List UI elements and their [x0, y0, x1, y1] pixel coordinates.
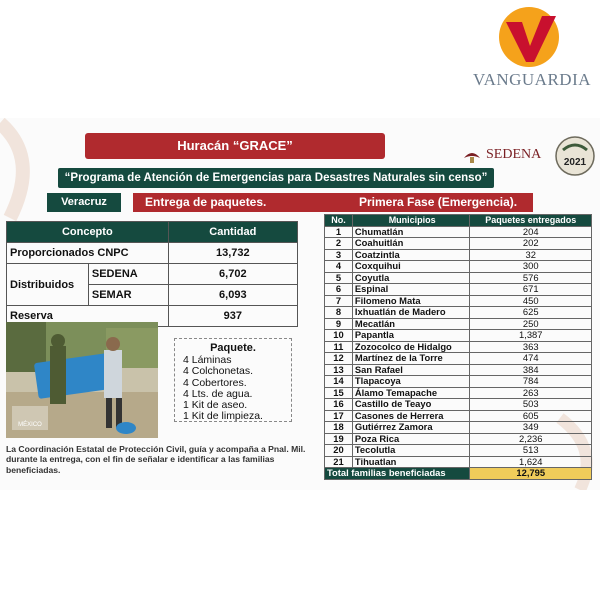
- program-banner: “Programa de Atención de Emergencias para Desastres Naturales sin censo”: [58, 168, 494, 188]
- table-row: [325, 353, 592, 365]
- row-number: 5: [325, 272, 353, 284]
- municipality-name: Zozocolco de Hidalgo: [352, 341, 470, 353]
- table-row: [325, 226, 592, 238]
- total-value: 12,795: [470, 468, 592, 480]
- table-row: [325, 249, 592, 261]
- logo-text: VANGUARDIA: [472, 70, 592, 89]
- packages-delivered: 300: [470, 261, 592, 273]
- table-row: [325, 387, 592, 399]
- state-banner: Veracruz: [47, 193, 121, 212]
- row-number: 12: [325, 353, 353, 365]
- municipality-name: Tecolutla: [352, 445, 470, 457]
- table-row: [325, 330, 592, 342]
- total-label: Total familias beneficiadas: [325, 468, 470, 480]
- table-row: [325, 318, 592, 330]
- packages-delivered: 204: [470, 226, 592, 238]
- delivery-photo: [6, 322, 158, 438]
- seal-2021-icon: [555, 136, 595, 176]
- package-item: 4 Láminas: [183, 354, 232, 367]
- packages-delivered: 784: [470, 376, 592, 388]
- concept-value: 937: [168, 306, 297, 327]
- packages-delivered: 349: [470, 422, 592, 434]
- row-number: 20: [325, 445, 353, 457]
- row-number: 6: [325, 284, 353, 296]
- municipality-name: Papantla: [352, 330, 470, 342]
- packages-delivered: 671: [470, 284, 592, 296]
- table-row: [325, 238, 592, 250]
- table-row: [7, 243, 298, 264]
- title-banner: Huracán “GRACE”: [85, 133, 385, 159]
- package-item: 1 Kit de limpieza.: [183, 410, 263, 423]
- packages-delivered: 1,624: [470, 456, 592, 468]
- municipality-name: Castillo de Teayo: [352, 399, 470, 411]
- municipality-name: Coahuitlán: [352, 238, 470, 250]
- sedena-text: SEDENA: [486, 147, 542, 162]
- sedena-logo: [462, 144, 548, 166]
- municipality-name: Tlapacoya: [352, 376, 470, 388]
- package-item: 1 Kit de aseo.: [183, 399, 248, 412]
- packages-delivered: 384: [470, 364, 592, 376]
- concept-header: Concepto: [7, 222, 169, 243]
- packages-delivered: 625: [470, 307, 592, 319]
- table-row: [325, 341, 592, 353]
- municipality-name: Poza Rica: [352, 433, 470, 445]
- table-row: [325, 284, 592, 296]
- packages-delivered: 503: [470, 399, 592, 411]
- municipality-header: Municipios: [352, 215, 470, 227]
- row-number: 2: [325, 238, 353, 250]
- row-number: 16: [325, 399, 353, 411]
- concept-label: Distribuidos: [7, 264, 89, 306]
- municipality-name: Martínez de la Torre: [352, 353, 470, 365]
- table-row: [325, 364, 592, 376]
- row-number: 19: [325, 433, 353, 445]
- package-item: 4 Lts. de agua.: [183, 387, 253, 400]
- municipality-name: Ixhuatlán de Madero: [352, 307, 470, 319]
- packages-delivered: 363: [470, 341, 592, 353]
- municipality-name: Gutiérrez Zamora: [352, 422, 470, 434]
- row-number: 21: [325, 456, 353, 468]
- package-box: [174, 338, 292, 422]
- row-number: 15: [325, 387, 353, 399]
- row-number: 14: [325, 376, 353, 388]
- concept-table: [6, 221, 298, 327]
- table-row: [7, 264, 298, 285]
- municipality-name: Filomeno Mata: [352, 295, 470, 307]
- row-number: 9: [325, 318, 353, 330]
- delivery-label: Entrega de paquetes.: [145, 195, 267, 209]
- row-number: 7: [325, 295, 353, 307]
- row-number: 4: [325, 261, 353, 273]
- table-row: [325, 376, 592, 388]
- packages-delivered: 513: [470, 445, 592, 457]
- packages-delivered: 2,236: [470, 433, 592, 445]
- v-logo-icon: [498, 6, 560, 68]
- table-row: [325, 410, 592, 422]
- row-number: 8: [325, 307, 353, 319]
- municipality-name: Casones de Herrera: [352, 410, 470, 422]
- packages-delivered: 605: [470, 410, 592, 422]
- concept-sublabel: SEMAR: [88, 285, 168, 306]
- concept-value: 6,702: [168, 264, 297, 285]
- phase-label: Primera Fase (Emergencia).: [359, 195, 518, 209]
- packages-header: Paquetes entregados: [470, 215, 592, 227]
- packages-delivered: 263: [470, 387, 592, 399]
- row-number: 18: [325, 422, 353, 434]
- table-row: [325, 422, 592, 434]
- packages-delivered: 32: [470, 249, 592, 261]
- footnote: La Coordinación Estatal de Protección Civil, guía y acompaña a Pnal. Mil. durante la entrega, con el fin de señalar e identificar a las familias beneficiadas.: [6, 444, 306, 475]
- municipality-name: Tihuatlan: [352, 456, 470, 468]
- packages-delivered: 474: [470, 353, 592, 365]
- concept-value: 13,732: [168, 243, 297, 264]
- row-number: 11: [325, 341, 353, 353]
- concept-label: Reserva: [7, 306, 169, 327]
- municipalities-table: [324, 214, 592, 480]
- package-item: 4 Cobertores.: [183, 376, 247, 389]
- table-row: [325, 272, 592, 284]
- row-number: 1: [325, 226, 353, 238]
- table-row: [325, 456, 592, 468]
- municipality-name: Álamo Temapache: [352, 387, 470, 399]
- package-item: 4 Colchonetas.: [183, 365, 254, 378]
- packages-delivered: 450: [470, 295, 592, 307]
- number-header: No.: [325, 215, 353, 227]
- total-row: [325, 468, 592, 480]
- vanguardia-logo: [468, 4, 596, 96]
- row-number: 3: [325, 249, 353, 261]
- table-row: [325, 399, 592, 411]
- concept-value: 6,093: [168, 285, 297, 306]
- packages-delivered: 1,387: [470, 330, 592, 342]
- row-number: 17: [325, 410, 353, 422]
- table-row: [325, 261, 592, 273]
- table-row: [325, 445, 592, 457]
- table-row: [325, 433, 592, 445]
- municipality-name: Coatzintla: [352, 249, 470, 261]
- quantity-header: Cantidad: [168, 222, 297, 243]
- packages-delivered: 576: [470, 272, 592, 284]
- packages-delivered: 250: [470, 318, 592, 330]
- table-row: [325, 295, 592, 307]
- municipality-name: Espinal: [352, 284, 470, 296]
- municipality-name: San Rafael: [352, 364, 470, 376]
- table-row: [325, 307, 592, 319]
- row-number: 10: [325, 330, 353, 342]
- municipality-name: Coyutla: [352, 272, 470, 284]
- row-number: 13: [325, 364, 353, 376]
- eagle-emblem-icon: [462, 146, 482, 164]
- package-title: Paquete.: [210, 342, 256, 354]
- municipality-name: Mecatlán: [352, 318, 470, 330]
- concept-label: Proporcionados CNPC: [7, 243, 169, 264]
- municipality-name: Chumatlán: [352, 226, 470, 238]
- municipality-name: Coxquihui: [352, 261, 470, 273]
- slide: [0, 118, 600, 490]
- delivery-banner: [133, 193, 533, 212]
- seal-year: 2021: [563, 157, 587, 168]
- photo-caption: MÉXICO: [18, 422, 42, 428]
- packages-delivered: 202: [470, 238, 592, 250]
- concept-sublabel: SEDENA: [88, 264, 168, 285]
